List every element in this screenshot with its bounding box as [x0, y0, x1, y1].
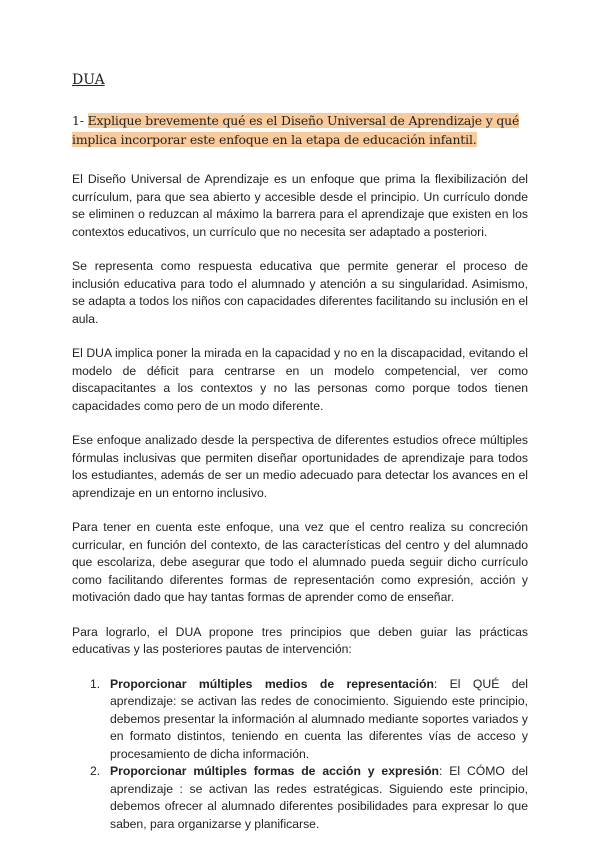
question-number: 1-: [72, 113, 84, 128]
paragraph: Se representa como respuesta educativa que permite generar el proceso de inclusión educativa para todo el alumnado y atención a su singularidad. Asimismo, se adapta a todos los niños con capacidades diferentes facilitando su inclusión en el aula.: [72, 259, 528, 326]
principles-list: [72, 676, 528, 834]
list-item-number: 2.: [90, 764, 101, 778]
principle-title: Proporcionar múltiples formas de acción y expresión: [110, 764, 440, 778]
document-title: DUA: [72, 72, 105, 88]
paragraph: El Diseño Universal de Aprendizaje es un enfoque que prima la flexibilización del currículum, para que sea abierto y accesible desde el principio. Un currículo donde se eliminen o reduzcan al máximo la barrera para el aprendizaje que existen en los contextos educativos, un currículo que no necesita ser adaptado a posteriori.: [72, 172, 528, 239]
principle-text: : El CÓMO del aprendizaje : se activan las redes estratégicas. Siguiendo este principio, debemos ofrecer al alumnado diferentes posibilidades para expresar lo que saben, para organizarse y planificarse.: [110, 764, 528, 831]
principle-title: Proporcionar múltiples medios de representación: [110, 676, 434, 691]
list-item-number: 1.: [90, 676, 101, 691]
paragraph: Para lograrlo, el DUA propone tres principios que deben guiar las prácticas educativas y las posteriores pautas de intervención:: [72, 624, 528, 656]
paragraph: El DUA implica poner la mirada en la capacidad y no en la discapacidad, evitando el modelo de déficit para centrarse en un modelo competencial, ver como discapacitantes a los contextos y no las personas como porque todos tienen capacidades como pero de un modo diferente.: [72, 346, 528, 413]
list-item: [72, 676, 528, 764]
paragraph: Ese enfoque analizado desde la perspectiva de diferentes estudios ofrece múltiples fórmulas inclusivas que permiten diseñar oportunidades de aprendizaje para todos los estudiantes, además de ser un medio adecuado para detectar los avances en el aprendizaje en un entorno inclusivo.: [72, 433, 528, 500]
list-item: [72, 763, 528, 833]
paragraph: Para tener en cuenta este enfoque, una vez que el centro realiza su concreción curricular, en función del contexto, de las características del centro y del alumnado que escolariza, debe asegurar que todo el alumnado pueda seguir dicho currículo como facilitando diferentes formas de representación como expresión, acción y motivación dado que hay tantas formas de aprender como de enseñar.: [72, 520, 528, 604]
principle-text: : El QUÉ del aprendizaje: se activan las redes de conocimiento. Siguiendo este principio, debemos presentar la información al alumnado mediante soportes variados y en formato distintos, teniendo en cuenta las diferentes vías de acceso y procesamiento de dicha información.: [110, 676, 528, 761]
question: [72, 112, 528, 149]
question-text: Explique brevemente qué es el Diseño Universal de Aprendizaje y qué implica incorporar este enfoque en la etapa de educación infantil.: [72, 113, 520, 147]
